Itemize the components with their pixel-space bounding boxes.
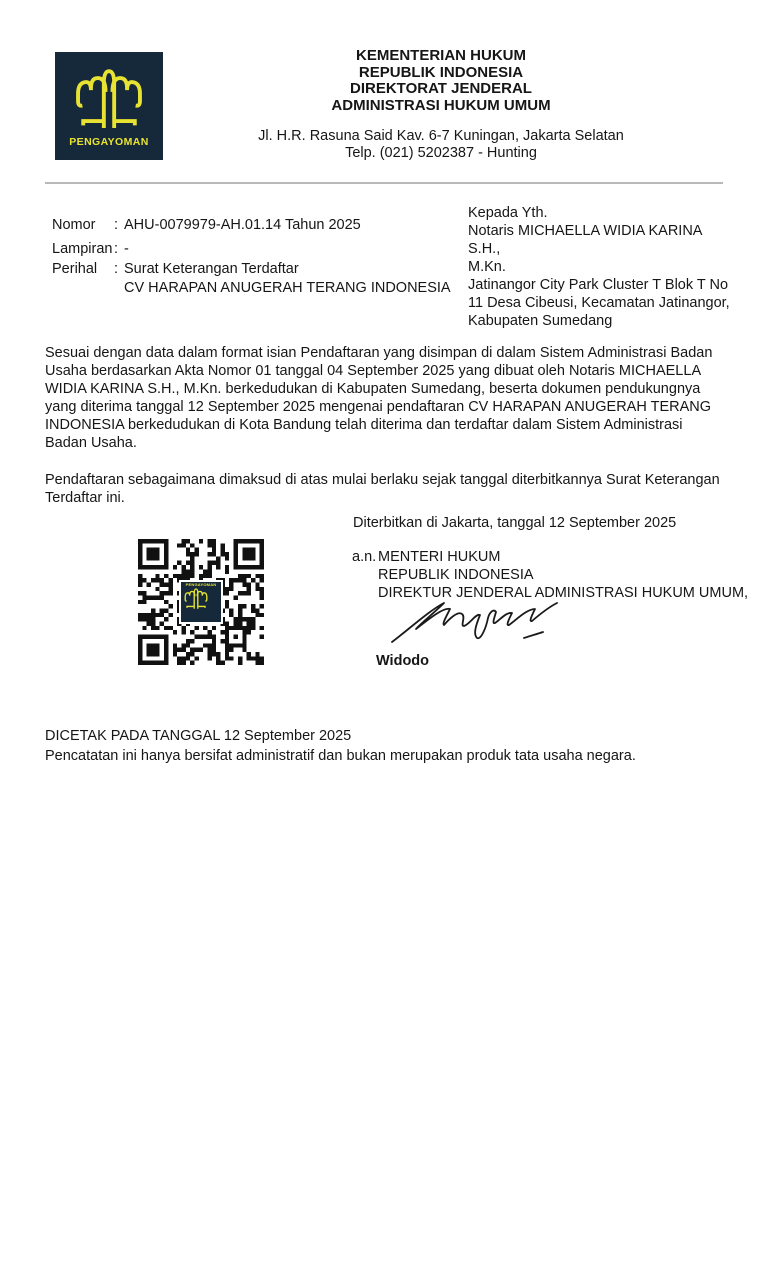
logo-caption: PENGAYOMAN	[69, 136, 149, 148]
signature-scribble	[388, 596, 560, 646]
letterhead-line: DIREKTORAT JENDERAL	[350, 80, 532, 97]
meta-separator: :	[114, 261, 119, 277]
recipient-block	[468, 204, 736, 330]
meta-label: Perihal	[52, 261, 98, 277]
signer-name: Widodo	[376, 653, 430, 669]
meta-row-lampiran	[52, 240, 452, 259]
recipient-line: Notaris MICHAELLA WIDIA KARINA S.H.,	[468, 223, 702, 257]
ministry-logo	[55, 52, 163, 160]
authority-block	[352, 548, 748, 602]
address-line: Jl. H.R. Rasuna Said Kav. 6-7 Kuningan, Jakarta Selatan	[258, 128, 624, 144]
recipient-line: Kepada Yth.	[468, 205, 548, 221]
footer-block	[45, 727, 636, 766]
pengayoman-emblem-icon	[66, 60, 152, 134]
authority-row	[352, 566, 748, 584]
attachment-value: -	[124, 241, 129, 257]
address-line: Telp. (021) 5202387 - Hunting	[345, 145, 537, 161]
authority-line: DIREKTUR JENDERAL ADMINISTRASI HUKUM UMUM,	[378, 585, 749, 601]
letterhead-line: ADMINISTRASI HUKUM UMUM	[331, 96, 551, 114]
recipient-line: Jatinangor City Park Cluster T Blok T No	[468, 277, 729, 293]
subject-value	[124, 260, 451, 298]
meta-label: Lampiran	[52, 241, 113, 257]
letterhead-line: REPUBLIK INDONESIA	[358, 63, 524, 81]
qr-logo-caption: PENGAYOMAN	[185, 582, 217, 587]
letterhead	[160, 48, 722, 162]
authority-line: REPUBLIK INDONESIA	[378, 567, 534, 583]
letterhead-line: KEMENTERIAN HUKUM	[356, 47, 526, 64]
letter-body	[45, 344, 725, 526]
body-paragraph-1: Sesuai dengan data dalam format isian Pendaftaran yang disimpan di dalam Sistem Administrasi Badan Usaha berdasarkan Akta Nomor 01 tanggal 04 September 2025 yang dibuat oleh Notaris MICHAELLA WIDIA KARINA S.H., M.Kn. berkedudukan di Kabupaten Sumedang, beserta dokumen pendukungnya yang diterima tanggal 12 September 2025 mengenai pendaftaran CV HARAPAN ANUGERAH TERANG INDONESIA berkedudukan di Kota Bandung telah diterima dan terdaftar dalam Sistem Administrasi Badan Usaha.	[45, 345, 713, 451]
letter-meta	[52, 216, 452, 298]
letter-number: AHU-0079979-AH.01.14 Tahun 2025	[124, 217, 361, 233]
meta-row-perihal	[52, 260, 452, 298]
recipient-line: M.Kn.	[468, 259, 506, 275]
footer-note: Pencatatan ini hanya bersifat administratif dan bukan merupakan produk tata usaha negara.	[45, 747, 636, 764]
authority-row	[352, 548, 748, 566]
pengayoman-emblem-icon	[181, 585, 211, 611]
recipient-line: Kabupaten Sumedang	[468, 313, 613, 329]
recipient-line: 11 Desa Cibeusi, Kecamatan Jatinangor,	[468, 295, 730, 311]
header-divider	[45, 182, 723, 184]
on-behalf-abbrev: a.n.	[352, 549, 377, 565]
meta-separator: :	[114, 217, 119, 233]
meta-row-nomor	[52, 216, 452, 235]
meta-separator: :	[114, 241, 119, 257]
subject-line: Surat Keterangan Terdaftar	[124, 261, 299, 277]
authority-line: MENTERI HUKUM	[378, 549, 501, 565]
qr-code	[138, 539, 264, 665]
printed-date-line: DICETAK PADA TANGGAL 12 September 2025	[45, 728, 352, 744]
body-paragraph-2: Pendaftaran sebagaimana dimaksud di atas mulai berlaku sejak tanggal diterbitkannya Surat Keterangan Terdaftar ini.	[45, 472, 720, 506]
meta-label: Nomor	[52, 217, 96, 233]
qr-center-logo	[179, 580, 223, 624]
company-name: CV HARAPAN ANUGERAH TERANG INDONESIA	[124, 280, 451, 296]
issued-at-line: Diterbitkan di Jakarta, tanggal 12 September 2025	[353, 515, 677, 531]
letterhead-address	[160, 128, 722, 162]
